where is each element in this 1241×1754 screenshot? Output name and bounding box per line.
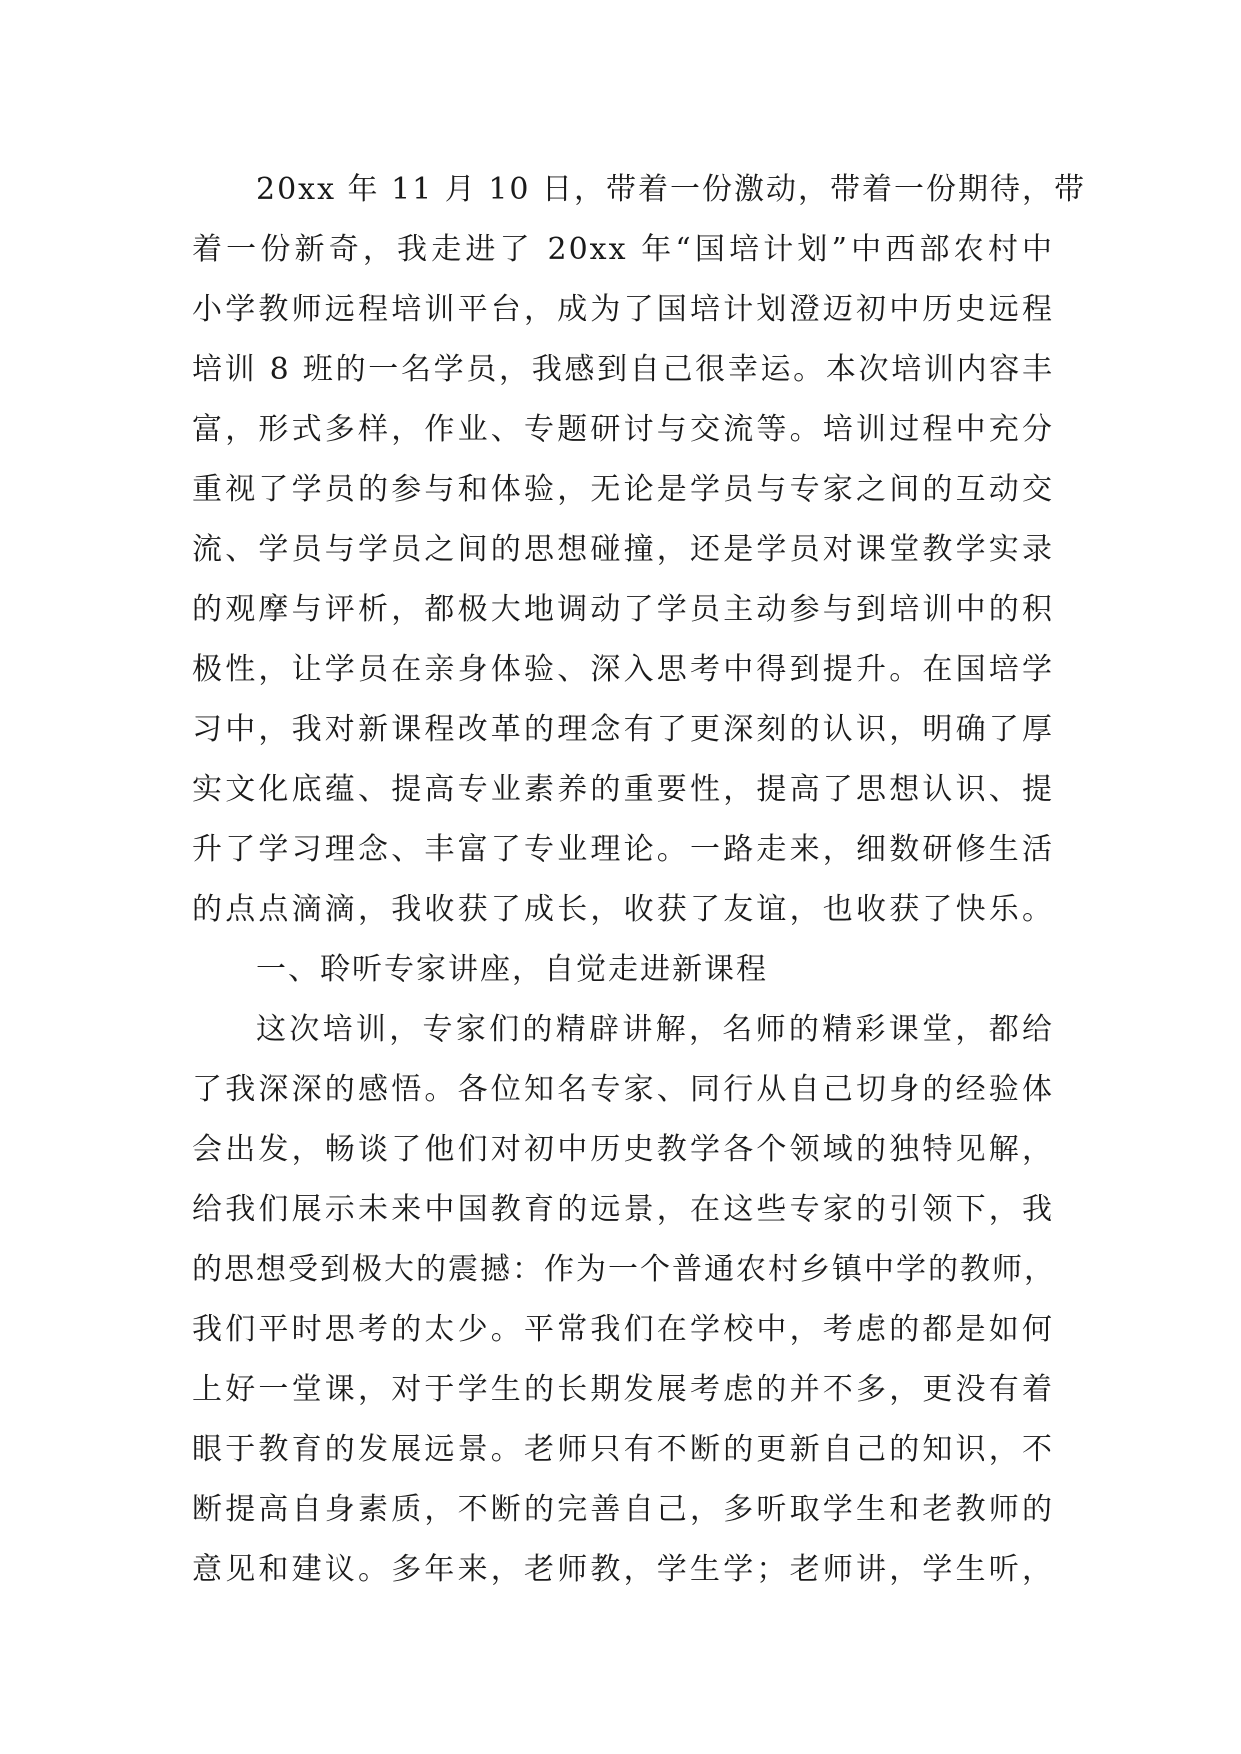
paragraph-line: 的观摩与评析，都极大地调动了学员主动参与到培训中的积 [192,592,1054,627]
paragraph-line: 小学教师远程培训平台，成为了国培计划澄迈初中历史远程 [192,292,1054,327]
paragraph-line: 上好一堂课，对于学生的长期发展考虑的并不多，更没有着 [192,1372,1054,1407]
paragraph-line: 我们平时思考的太少。平常我们在学校中，考虑的都是如何 [192,1312,1054,1347]
paragraph-line: 20xx 年 11 月 10 日，带着一份激动，带着一份期待，带 [256,172,1087,207]
paragraph-line: 意见和建议。多年来，老师教，学生学；老师讲，学生听， [192,1552,1054,1587]
paragraph-line: 实文化底蕴、提高专业素养的重要性，提高了思想认识、提 [192,772,1054,807]
paragraph-line: 这次培训，专家们的精辟讲解，名师的精彩课堂，都给 [256,1012,1054,1047]
paragraph-line: 眼于教育的发展远景。老师只有不断的更新自己的知识，不 [192,1432,1054,1467]
paragraph-line: 给我们展示未来中国教育的远景，在这些专家的引领下，我 [192,1192,1054,1227]
paragraph-line: 升了学习理念、丰富了专业理论。一路走来，细数研修生活 [192,832,1054,867]
paragraph-line: 富，形式多样，作业、专题研讨与交流等。培训过程中充分 [192,412,1054,447]
paragraph-line: 会出发，畅谈了他们对初中历史教学各个领域的独特见解， [192,1132,1054,1167]
section-heading: 一、聆听专家讲座，自觉走进新课程 [256,952,768,987]
paragraph-line: 的思想受到极大的震撼：作为一个普通农村乡镇中学的教师， [192,1252,1056,1287]
paragraph-line: 习中，我对新课程改革的理念有了更深刻的认识，明确了厚 [192,712,1054,747]
paragraph-line: 着一份新奇，我走进了 20xx 年“国培计划”中西部农村中 [192,232,1054,267]
paragraph-line: 极性，让学员在亲身体验、深入思考中得到提升。在国培学 [192,652,1054,687]
paragraph-line: 重视了学员的参与和体验，无论是学员与专家之间的互动交 [192,472,1054,507]
paragraph-line: 断提高自身素质，不断的完善自己，多听取学生和老教师的 [192,1492,1054,1527]
paragraph-line: 流、学员与学员之间的思想碰撞，还是学员对课堂教学实录 [192,532,1054,567]
paragraph-line: 了我深深的感悟。各位知名专家、同行从自己切身的经验体 [192,1072,1054,1107]
document-body [192,160,1087,1600]
paragraph-line: 培训 8 班的一名学员，我感到自己很幸运。本次培训内容丰 [192,352,1054,387]
paragraph-line: 的点点滴滴，我收获了成长，收获了友谊，也收获了快乐。 [192,892,1054,927]
